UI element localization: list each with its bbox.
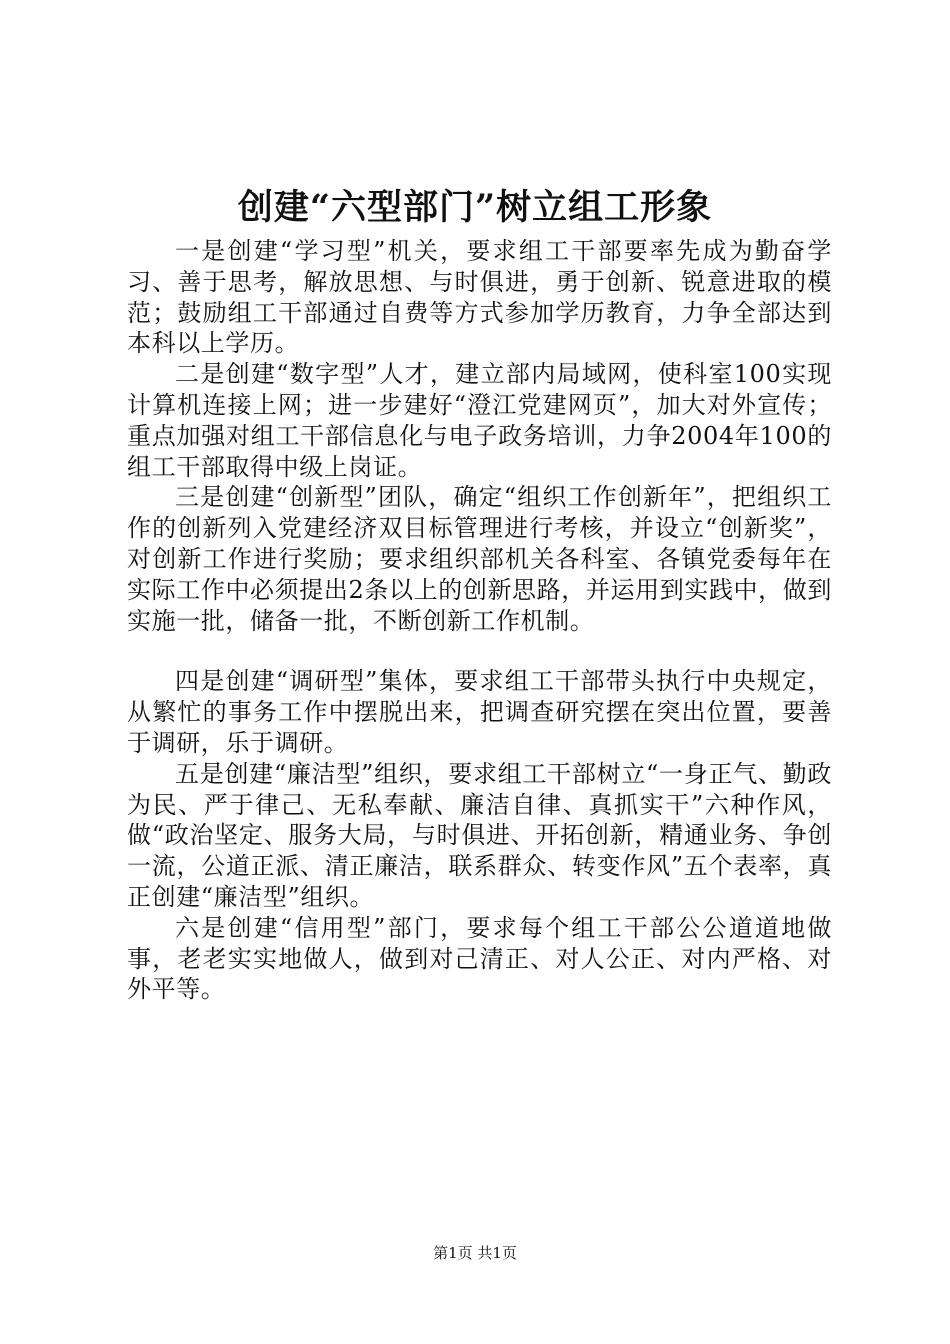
document-body xyxy=(127,236,832,1005)
paragraph-innovation: 三是创建“创新型”团队，确定“组织工作创新年”，把组织工作的创新列入党建经济双目标管理进行考核，并设立“创新奖”，对创新工作进行奖励；要求组织部机关各科室、各镇党委每年在实际工作中必须提出2条以上的创新思路，并运用到实践中，做到实施一批，储备一批，不断创新工作机制。 xyxy=(127,483,832,635)
page-number-footer: 第1页 共1页 xyxy=(433,1244,517,1262)
paragraph-credibility: 六是创建“信用型”部门，要求每个组工干部公公道道地做事，老老实实地做人，做到对己清正、对人公正、对内严格、对外平等。 xyxy=(127,913,832,1004)
paragraph-research: 四是创建“调研型”集体，要求组工干部带头执行中央规定，从繁忙的事务工作中摆脱出来，把调查研究摆在突出位置，要善于调研，乐于调研。 xyxy=(127,667,832,757)
paragraph-learning: 一是创建“学习型”机关，要求组工干部要率先成为勤奋学习、善于思考，解放思想、与时俱进，勇于创新、锐意进取的模范；鼓励组工干部通过自费等方式参加学历教育，力争全部达到本科以上学历。 xyxy=(127,237,832,358)
paragraph-digital: 二是创建“数字型”人才，建立部内局域网，使科室100实现计算机连接上网；进一步建好“澄江党建网页”，加大对外宣传；重点加强对组工干部信息化与电子政务培训，力争2004年100的组工干部取得中级上岗证。 xyxy=(127,360,832,481)
document-title: 创建“六型部门”树立组工形象 xyxy=(237,187,713,228)
paragraph-integrity: 五是创建“廉洁型”组织，要求组工干部树立“一身正气、勤政为民、严于律己、无私奉献、廉洁自律、真抓实干”六种作风，做“政治坚定、服务大局，与时俱进、开拓创新，精通业务、争创一流，公道正派、清正廉洁，联系群众、转变作风”五个表率，真正创建“廉洁型”组织。 xyxy=(127,759,832,911)
